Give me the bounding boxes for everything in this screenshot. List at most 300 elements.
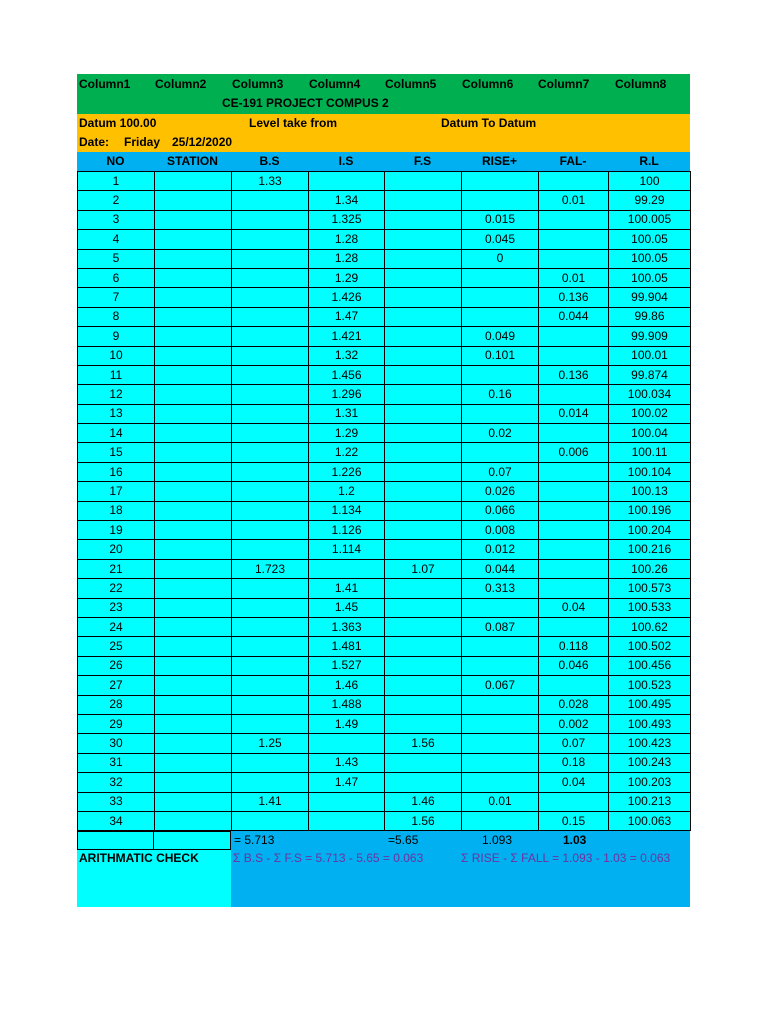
cell-fall[interactable]: 0.006 xyxy=(539,443,609,462)
cell-rl[interactable]: 99.909 xyxy=(609,327,691,346)
cell-is[interactable]: 1.45 xyxy=(309,598,385,617)
cell-no[interactable]: 20 xyxy=(78,540,155,559)
cell-station[interactable] xyxy=(155,172,232,191)
table-row xyxy=(78,598,691,617)
cell-is[interactable]: 1.481 xyxy=(309,637,385,656)
cell-rise[interactable] xyxy=(462,773,539,792)
cell-rise[interactable] xyxy=(462,191,539,210)
cell-is[interactable]: 1.47 xyxy=(309,773,385,792)
cell-bs[interactable] xyxy=(232,443,309,462)
cell-rl[interactable]: 100.495 xyxy=(609,695,691,714)
cell-rl[interactable]: 100.502 xyxy=(609,637,691,656)
cell-fall[interactable] xyxy=(539,210,609,229)
cell-rl[interactable]: 100.493 xyxy=(609,714,691,733)
cell-station[interactable] xyxy=(155,811,232,830)
cell-no[interactable]: 11 xyxy=(78,365,155,384)
cell-station[interactable] xyxy=(155,249,232,268)
cell-bs[interactable] xyxy=(232,540,309,559)
cell-rise[interactable] xyxy=(462,753,539,772)
cell-is[interactable]: 1.22 xyxy=(309,443,385,462)
cell-fs[interactable] xyxy=(385,268,462,287)
cell-bs[interactable] xyxy=(232,617,309,636)
cell-bs[interactable]: 1.723 xyxy=(232,559,309,578)
cell-rise[interactable]: 0.008 xyxy=(462,521,539,540)
cell-rise[interactable]: 0.044 xyxy=(462,559,539,578)
cell-station[interactable] xyxy=(155,230,232,249)
cell-is[interactable]: 1.296 xyxy=(309,385,385,404)
cell-rl[interactable]: 100.005 xyxy=(609,210,691,229)
cell-bs[interactable] xyxy=(232,404,309,423)
cell-is[interactable]: 1.46 xyxy=(309,676,385,695)
cell-fs[interactable] xyxy=(385,191,462,210)
cell-bs[interactable]: 1.33 xyxy=(232,172,309,191)
cell-rl[interactable]: 100 xyxy=(609,172,691,191)
cell-fall[interactable] xyxy=(539,249,609,268)
cell-is[interactable]: 1.29 xyxy=(309,424,385,443)
cell-station[interactable] xyxy=(155,307,232,326)
cell-fs[interactable] xyxy=(385,230,462,249)
cell-rl[interactable]: 100.104 xyxy=(609,462,691,481)
cell-station[interactable] xyxy=(155,443,232,462)
cell-rise[interactable] xyxy=(462,307,539,326)
cell-rise[interactable] xyxy=(462,443,539,462)
cell-station[interactable] xyxy=(155,404,232,423)
table-row xyxy=(78,559,691,578)
cell-station[interactable] xyxy=(155,346,232,365)
cell-rise[interactable]: 0.015 xyxy=(462,210,539,229)
cell-fall[interactable] xyxy=(539,346,609,365)
cell-fs[interactable] xyxy=(385,346,462,365)
cell-no[interactable]: 6 xyxy=(78,268,155,287)
cell-fs[interactable]: 1.46 xyxy=(385,792,462,811)
cell-station[interactable] xyxy=(155,714,232,733)
cell-is[interactable]: 1.47 xyxy=(309,307,385,326)
cell-fs[interactable] xyxy=(385,714,462,733)
cell-rise[interactable]: 0.026 xyxy=(462,482,539,501)
cell-is[interactable]: 1.34 xyxy=(309,191,385,210)
cell-rl[interactable]: 100.243 xyxy=(609,753,691,772)
cell-rise[interactable]: 0.07 xyxy=(462,462,539,481)
cell-fs[interactable] xyxy=(385,462,462,481)
cell-station[interactable] xyxy=(155,773,232,792)
cell-bs[interactable] xyxy=(232,482,309,501)
cell-bs[interactable] xyxy=(232,753,309,772)
cell-no[interactable]: 2 xyxy=(78,191,155,210)
cell-is[interactable]: 1.134 xyxy=(309,501,385,520)
check-label: ARITHMATIC CHECK xyxy=(79,851,199,866)
cell-station[interactable] xyxy=(155,579,232,598)
cell-station[interactable] xyxy=(155,327,232,346)
cell-fs[interactable] xyxy=(385,501,462,520)
cell-rl[interactable]: 100.213 xyxy=(609,792,691,811)
header-rl[interactable]: R.L xyxy=(639,154,659,168)
cell-rise[interactable]: 0.101 xyxy=(462,346,539,365)
cell-fs[interactable] xyxy=(385,404,462,423)
cell-rise[interactable]: 0.313 xyxy=(462,579,539,598)
cell-no[interactable]: 9 xyxy=(78,327,155,346)
cell-fall[interactable] xyxy=(539,482,609,501)
cell-rise[interactable]: 0.01 xyxy=(462,792,539,811)
cell-bs[interactable] xyxy=(232,249,309,268)
cell-is[interactable]: 1.226 xyxy=(309,462,385,481)
cell-fs[interactable] xyxy=(385,443,462,462)
cell-rl[interactable]: 100.216 xyxy=(609,540,691,559)
cell-rise[interactable]: 0.049 xyxy=(462,327,539,346)
column-header-2[interactable]: Column2 xyxy=(155,77,207,91)
cell-fs[interactable] xyxy=(385,482,462,501)
cell-fall[interactable] xyxy=(539,579,609,598)
cell-is[interactable]: 1.421 xyxy=(309,327,385,346)
cell-station[interactable] xyxy=(155,521,232,540)
cell-rl[interactable]: 100.05 xyxy=(609,230,691,249)
cell-is[interactable]: 1.31 xyxy=(309,404,385,423)
cell-fall[interactable] xyxy=(539,385,609,404)
cell-no[interactable]: 32 xyxy=(78,773,155,792)
cell-no[interactable]: 30 xyxy=(78,734,155,753)
cell-no[interactable]: 22 xyxy=(78,579,155,598)
cell-bs[interactable] xyxy=(232,327,309,346)
cell-bs[interactable] xyxy=(232,307,309,326)
cell-rl[interactable]: 100.05 xyxy=(609,249,691,268)
cell-rl[interactable]: 100.423 xyxy=(609,734,691,753)
cell-station[interactable] xyxy=(155,656,232,675)
cell-rise[interactable] xyxy=(462,172,539,191)
column-header-7[interactable]: Column7 xyxy=(538,77,590,91)
cell-rl[interactable]: 99.874 xyxy=(609,365,691,384)
cell-no[interactable]: 3 xyxy=(78,210,155,229)
cell-rl[interactable]: 100.203 xyxy=(609,773,691,792)
cell-station[interactable] xyxy=(155,792,232,811)
cell-bs[interactable] xyxy=(232,424,309,443)
cell-fs[interactable] xyxy=(385,540,462,559)
cell-is[interactable] xyxy=(309,172,385,191)
header-is[interactable]: I.S xyxy=(338,154,354,168)
cell-station[interactable] xyxy=(155,501,232,520)
cell-bs[interactable] xyxy=(232,714,309,733)
cell-bs[interactable] xyxy=(232,811,309,830)
cell-no[interactable]: 16 xyxy=(78,462,155,481)
cell-no[interactable]: 26 xyxy=(78,656,155,675)
cell-no[interactable]: 10 xyxy=(78,346,155,365)
cell-fs[interactable] xyxy=(385,307,462,326)
cell-rise[interactable]: 0.087 xyxy=(462,617,539,636)
cell-bs[interactable] xyxy=(232,676,309,695)
cell-rl[interactable]: 100.456 xyxy=(609,656,691,675)
cell-station[interactable] xyxy=(155,462,232,481)
cell-no[interactable]: 34 xyxy=(78,811,155,830)
cell-station[interactable] xyxy=(155,676,232,695)
cell-is[interactable]: 1.29 xyxy=(309,268,385,287)
cell-fall[interactable]: 0.18 xyxy=(539,753,609,772)
cell-rl[interactable]: 100.523 xyxy=(609,676,691,695)
cell-bs[interactable] xyxy=(232,579,309,598)
cell-rise[interactable]: 0.045 xyxy=(462,230,539,249)
cell-is[interactable]: 1.2 xyxy=(309,482,385,501)
cell-station[interactable] xyxy=(155,559,232,578)
cell-fall[interactable] xyxy=(539,327,609,346)
cell-rl[interactable]: 99.86 xyxy=(609,307,691,326)
cell-rise[interactable] xyxy=(462,288,539,307)
header-station[interactable]: STATION xyxy=(167,154,218,168)
cell-fs[interactable] xyxy=(385,753,462,772)
cell-rise[interactable]: 0.012 xyxy=(462,540,539,559)
cell-bs[interactable] xyxy=(232,230,309,249)
cell-fall[interactable] xyxy=(539,792,609,811)
cell-rise[interactable] xyxy=(462,734,539,753)
cell-rise[interactable] xyxy=(462,404,539,423)
cell-fall[interactable]: 0.136 xyxy=(539,288,609,307)
cell-station[interactable] xyxy=(155,268,232,287)
cell-fall[interactable] xyxy=(539,521,609,540)
cell-fs[interactable] xyxy=(385,579,462,598)
cell-station[interactable] xyxy=(155,637,232,656)
cell-fs[interactable] xyxy=(385,365,462,384)
cell-rise[interactable]: 0.067 xyxy=(462,676,539,695)
cell-bs[interactable] xyxy=(232,462,309,481)
cell-rise[interactable]: 0 xyxy=(462,249,539,268)
cell-fall[interactable]: 0.07 xyxy=(539,734,609,753)
cell-bs[interactable] xyxy=(232,695,309,714)
cell-station[interactable] xyxy=(155,288,232,307)
cell-fall[interactable] xyxy=(539,540,609,559)
cell-bs[interactable] xyxy=(232,501,309,520)
cell-fs[interactable]: 1.56 xyxy=(385,811,462,830)
cell-rl[interactable]: 100.063 xyxy=(609,811,691,830)
cell-fs[interactable] xyxy=(385,521,462,540)
cell-bs[interactable] xyxy=(232,637,309,656)
cell-station[interactable] xyxy=(155,424,232,443)
cell-bs[interactable] xyxy=(232,656,309,675)
cell-fall[interactable] xyxy=(539,462,609,481)
column-header-6[interactable]: Column6 xyxy=(462,77,514,91)
cell-fs[interactable] xyxy=(385,598,462,617)
sums-cell-no[interactable] xyxy=(77,831,154,850)
column-header-5[interactable]: Column5 xyxy=(385,77,437,91)
cell-no[interactable]: 25 xyxy=(78,637,155,656)
cell-rl[interactable]: 100.573 xyxy=(609,579,691,598)
cell-is[interactable]: 1.49 xyxy=(309,714,385,733)
cell-rise[interactable]: 0.16 xyxy=(462,385,539,404)
cell-rise[interactable] xyxy=(462,656,539,675)
cell-is[interactable]: 1.456 xyxy=(309,365,385,384)
cell-rl[interactable]: 100.13 xyxy=(609,482,691,501)
cell-fs[interactable] xyxy=(385,249,462,268)
cell-fall[interactable] xyxy=(539,617,609,636)
cell-fall[interactable]: 0.01 xyxy=(539,268,609,287)
cell-bs[interactable] xyxy=(232,288,309,307)
cell-rise[interactable] xyxy=(462,598,539,617)
cell-rl[interactable]: 100.02 xyxy=(609,404,691,423)
cell-rise[interactable] xyxy=(462,714,539,733)
header-bs[interactable]: B.S xyxy=(259,154,280,168)
cell-no[interactable]: 13 xyxy=(78,404,155,423)
cell-rise[interactable]: 0.066 xyxy=(462,501,539,520)
cell-rise[interactable]: 0.02 xyxy=(462,424,539,443)
cell-rl[interactable]: 100.01 xyxy=(609,346,691,365)
cell-station[interactable] xyxy=(155,210,232,229)
cell-is[interactable]: 1.363 xyxy=(309,617,385,636)
cell-station[interactable] xyxy=(155,385,232,404)
cell-station[interactable] xyxy=(155,734,232,753)
cell-rl[interactable]: 100.204 xyxy=(609,521,691,540)
cell-station[interactable] xyxy=(155,617,232,636)
cell-bs[interactable] xyxy=(232,773,309,792)
cell-fs[interactable] xyxy=(385,385,462,404)
cell-bs[interactable] xyxy=(232,365,309,384)
cell-rl[interactable]: 100.26 xyxy=(609,559,691,578)
cell-fall[interactable]: 0.15 xyxy=(539,811,609,830)
fall-total[interactable]: 1.03 xyxy=(563,833,587,848)
cell-fs[interactable]: 1.56 xyxy=(385,734,462,753)
cell-rise[interactable] xyxy=(462,365,539,384)
cell-bs[interactable] xyxy=(232,268,309,287)
table-row xyxy=(78,579,691,598)
cell-station[interactable] xyxy=(155,695,232,714)
cell-no[interactable]: 21 xyxy=(78,559,155,578)
cell-is[interactable] xyxy=(309,811,385,830)
cell-rl[interactable]: 99.904 xyxy=(609,288,691,307)
cell-bs[interactable] xyxy=(232,521,309,540)
cell-rl[interactable]: 100.62 xyxy=(609,617,691,636)
cell-station[interactable] xyxy=(155,540,232,559)
cell-is[interactable]: 1.325 xyxy=(309,210,385,229)
cell-no[interactable]: 24 xyxy=(78,617,155,636)
cell-bs[interactable]: 1.41 xyxy=(232,792,309,811)
cell-no[interactable]: 7 xyxy=(78,288,155,307)
cell-fall[interactable]: 0.044 xyxy=(539,307,609,326)
cell-no[interactable]: 8 xyxy=(78,307,155,326)
cell-no[interactable]: 23 xyxy=(78,598,155,617)
cell-fs[interactable] xyxy=(385,617,462,636)
column-header-1[interactable]: Column1 xyxy=(79,77,131,91)
cell-is[interactable]: 1.28 xyxy=(309,230,385,249)
cell-fall[interactable]: 0.028 xyxy=(539,695,609,714)
sums-cell-station[interactable] xyxy=(154,831,231,850)
cell-no[interactable]: 19 xyxy=(78,521,155,540)
column-header-8[interactable]: Column8 xyxy=(615,77,667,91)
cell-is[interactable] xyxy=(309,559,385,578)
header-fall[interactable]: FAL- xyxy=(559,154,587,168)
cell-fs[interactable] xyxy=(385,676,462,695)
cell-fall[interactable]: 0.046 xyxy=(539,656,609,675)
cell-is[interactable] xyxy=(309,734,385,753)
cell-fs[interactable] xyxy=(385,210,462,229)
cell-rise[interactable] xyxy=(462,637,539,656)
cell-fall[interactable] xyxy=(539,676,609,695)
cell-fs[interactable] xyxy=(385,288,462,307)
bs-fs-check[interactable]: Σ B.S - Σ F.S = 5.713 - 5.65 = 0.063 xyxy=(233,851,424,866)
cell-no[interactable]: 1 xyxy=(78,172,155,191)
cell-bs[interactable] xyxy=(232,210,309,229)
cell-fs[interactable] xyxy=(385,773,462,792)
cell-fall[interactable]: 0.04 xyxy=(539,773,609,792)
cell-fs[interactable] xyxy=(385,656,462,675)
cell-is[interactable]: 1.43 xyxy=(309,753,385,772)
cell-is[interactable]: 1.527 xyxy=(309,656,385,675)
cell-no[interactable]: 5 xyxy=(78,249,155,268)
cell-station[interactable] xyxy=(155,365,232,384)
cell-fall[interactable] xyxy=(539,424,609,443)
cell-fs[interactable] xyxy=(385,637,462,656)
cell-bs[interactable] xyxy=(232,346,309,365)
header-rise[interactable]: RISE+ xyxy=(481,154,517,168)
cell-no[interactable]: 18 xyxy=(78,501,155,520)
cell-rl[interactable]: 100.05 xyxy=(609,268,691,287)
cell-rise[interactable] xyxy=(462,268,539,287)
cell-fall[interactable]: 0.118 xyxy=(539,637,609,656)
cell-fs[interactable] xyxy=(385,172,462,191)
cell-fall[interactable] xyxy=(539,172,609,191)
rise-fall-check[interactable]: Σ RISE - Σ FALL = 1.093 - 1.03 = 0.063 xyxy=(461,851,671,866)
cell-rise[interactable] xyxy=(462,695,539,714)
cell-rl[interactable]: 99.29 xyxy=(609,191,691,210)
cell-bs[interactable] xyxy=(232,598,309,617)
cell-station[interactable] xyxy=(155,753,232,772)
cell-no[interactable]: 12 xyxy=(78,385,155,404)
cell-fs[interactable] xyxy=(385,695,462,714)
cell-no[interactable]: 27 xyxy=(78,676,155,695)
cell-is[interactable]: 1.28 xyxy=(309,249,385,268)
cell-no[interactable]: 14 xyxy=(78,424,155,443)
cell-no[interactable]: 29 xyxy=(78,714,155,733)
cell-is[interactable]: 1.426 xyxy=(309,288,385,307)
cell-fall[interactable]: 0.002 xyxy=(539,714,609,733)
cell-fs[interactable] xyxy=(385,424,462,443)
cell-station[interactable] xyxy=(155,482,232,501)
bs-total[interactable]: = 5.713 xyxy=(234,833,275,848)
column-header-3[interactable]: Column3 xyxy=(232,77,284,91)
cell-is[interactable]: 1.32 xyxy=(309,346,385,365)
cell-no[interactable]: 28 xyxy=(78,695,155,714)
cell-is[interactable]: 1.488 xyxy=(309,695,385,714)
cell-fs[interactable] xyxy=(385,327,462,346)
cell-no[interactable]: 17 xyxy=(78,482,155,501)
cell-fs[interactable]: 1.07 xyxy=(385,559,462,578)
cell-rl[interactable]: 100.034 xyxy=(609,385,691,404)
rise-total[interactable]: 1.093 xyxy=(482,833,513,848)
cell-is[interactable]: 1.41 xyxy=(309,579,385,598)
cell-rl[interactable]: 100.196 xyxy=(609,501,691,520)
cell-rl[interactable]: 100.11 xyxy=(609,443,691,462)
cell-no[interactable]: 15 xyxy=(78,443,155,462)
cell-rl[interactable]: 100.04 xyxy=(609,424,691,443)
cell-is[interactable]: 1.114 xyxy=(309,540,385,559)
header-fs[interactable]: F.S xyxy=(413,154,432,168)
cell-rl[interactable]: 100.533 xyxy=(609,598,691,617)
cell-no[interactable]: 33 xyxy=(78,792,155,811)
cell-fall[interactable] xyxy=(539,559,609,578)
cell-fall[interactable]: 0.136 xyxy=(539,365,609,384)
cell-no[interactable]: 4 xyxy=(78,230,155,249)
cell-fall[interactable]: 0.014 xyxy=(539,404,609,423)
cell-station[interactable] xyxy=(155,191,232,210)
fs-total[interactable]: =5.65 xyxy=(388,833,419,848)
cell-bs[interactable]: 1.25 xyxy=(232,734,309,753)
cell-fall[interactable] xyxy=(539,230,609,249)
cell-fall[interactable]: 0.01 xyxy=(539,191,609,210)
cell-is[interactable] xyxy=(309,792,385,811)
cell-fall[interactable]: 0.04 xyxy=(539,598,609,617)
cell-bs[interactable] xyxy=(232,385,309,404)
cell-fall[interactable] xyxy=(539,501,609,520)
cell-rise[interactable] xyxy=(462,811,539,830)
cell-is[interactable]: 1.126 xyxy=(309,521,385,540)
cell-no[interactable]: 31 xyxy=(78,753,155,772)
cell-station[interactable] xyxy=(155,598,232,617)
cell-bs[interactable] xyxy=(232,191,309,210)
column-header-4[interactable]: Column4 xyxy=(309,77,361,91)
header-no[interactable]: NO xyxy=(106,154,125,168)
